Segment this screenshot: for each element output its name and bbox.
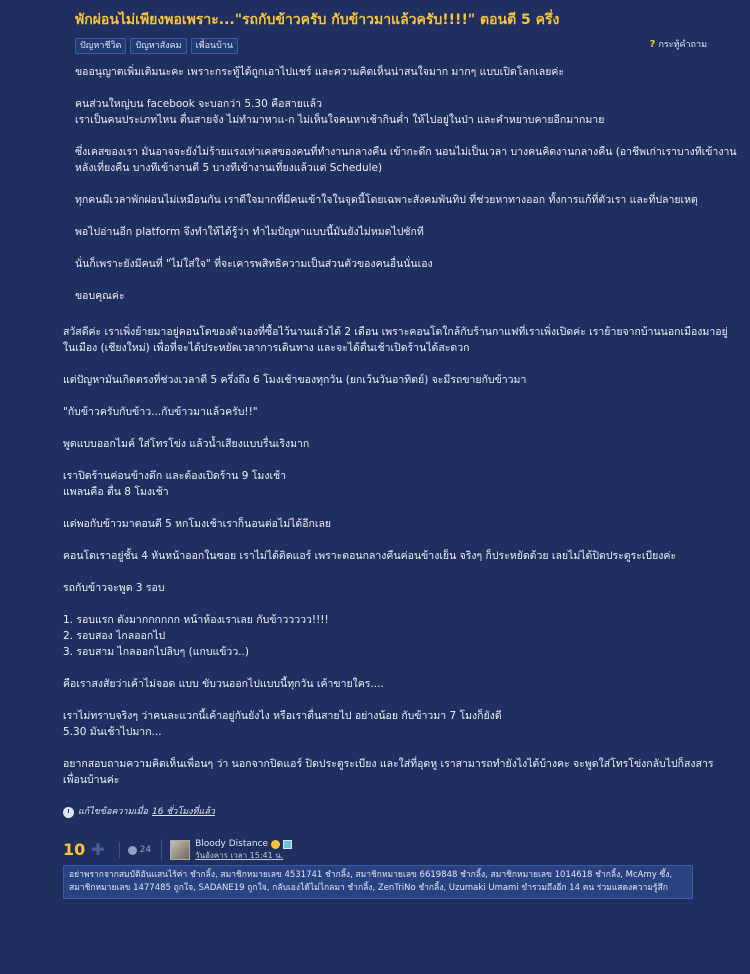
text-line: พอไปอ่านอีก platform จึงทำให้ได้รู้ว่า ทำไมปัญหาแบบนี้มันยังไม่หมดไปซักที [75, 226, 424, 238]
text-line: แต่พอกับข้าวมาตอนตี 5 หกโมงเช้าเราก็นอนต่อไม่ได้อีกเลย [63, 518, 332, 530]
paragraph [63, 548, 698, 564]
avatar[interactable] [170, 840, 190, 860]
paragraph [63, 468, 698, 500]
paragraph [75, 96, 698, 128]
text-line: รถกับข้าวจะพูด 3 รอบ [63, 582, 165, 594]
topic-title: พักผ่อนไม่เพียงพอเพราะ..."รถกับข้าวครับ กับข้าวมาแล้วครับ!!!!" ตอนตี 5 ครึ่ง [75, 12, 560, 28]
tag-list [75, 38, 698, 54]
text-line: คือเราสงสัยว่าเค้าไม่จอด แบบ ขับวนออกไปแบบนี้ทุกวัน เค้าขายใคร.... [63, 678, 384, 690]
question-topic-label: กระทู้คำถาม [658, 40, 707, 50]
text-line: 2. รอบสอง ไกลออกไป [63, 630, 166, 642]
text-line: 3. รอบสาม ไกลออกไปลิบๆ (แกบแข้วว..) [63, 646, 249, 658]
text-line: ในเมือง (เชียงใหม่) เพื่อที่จะได้ประหยัดเวลาการเดินทาง และจะได้ตื่นเช้าเปิดร้านได้สะดวก [63, 342, 470, 354]
emoji-badge-icon [271, 840, 280, 849]
text-line: "กับข้าวครับกับข้าว...กับข้าวมาแล้วครับ!!" [63, 406, 258, 418]
tag-social-problem[interactable]: ปัญหาสังคม [130, 38, 186, 54]
clock-icon [63, 807, 74, 818]
text-line: อยากสอบถามความคิดเห็นเพื่อนๆ ว่า นอกจากปิดแอร์ ปิดประตูระเบียง และใส่ที่อุดหู เราสามารถทำยังไงได้บ้างคะ จะพูดใส่โทรโข่งกลับไปก็สงสาร [63, 758, 714, 770]
paragraph [75, 224, 698, 240]
text-line: ขออนุญาตเพิ่มเติมนะคะ เพราะกระทู้ได้ถูกเอาไปแชร์ และความคิดเห็นน่าสนใจมาก มากๆ แบบเปิดโลกเลยค่ะ [75, 66, 565, 78]
text-line: สวัสดีค่ะ เราเพิ่งย้ายมาอยู่คอนโดของตัวเองที่ซื้อไว้นานแล้วได้ 2 เดือน เพราะคอนโดใกล้กับร้านกาแฟที่เราเพิ่งเปิดค่ะ เราย้ายจากบ้านนอกเมืองมาอยู่ [63, 326, 728, 338]
question-icon: ? [649, 39, 656, 50]
paragraph [75, 192, 698, 208]
edit-time-link[interactable]: 16 ชั่วโมงที่แล้ว [151, 807, 215, 817]
author-block [161, 839, 292, 861]
author-info [195, 839, 292, 861]
text-line: คนส่วนใหญ่บน facebook จะบอกว่า 5.30 คือสายแล้ว [75, 98, 323, 110]
edit-prefix: แก้ไขข้อความเมื่อ [78, 807, 148, 817]
text-line: 1. รอบแรก ดังมากกกกกก หน้าห้องเราเลย กับข้าววววว!!!! [63, 614, 329, 626]
paragraph [63, 612, 698, 660]
topic-body [63, 324, 728, 788]
emotion-counter[interactable] [119, 842, 151, 858]
question-topic-note [650, 37, 707, 53]
text-line: พูดแบบออกไมค์ ใส่โทรโข่ง แล้วน้ำเสียงแบบรื่นเริงมาก [63, 438, 310, 450]
text-line: นั่นก็เพราะยังมีคนที่ "ไม่ใส่ใจ" ที่จะเคารพสิทธิความเป็นส่วนตัวของคนอื่นนั่นเอง [75, 258, 433, 270]
text-line: คอนโดเราอยู่ชั้น 4 หันหน้าออกในซอย เราไม่ได้ติดแอร์ เพราะตอนกลางคืนค่อนข้างเย็น จริงๆ ก็ประหยัดด้วย เลยไม่ได้ปิดประตูระเบียงค่ะ [63, 550, 677, 562]
paragraph [63, 372, 698, 388]
paragraph [63, 676, 698, 692]
paragraph [63, 436, 698, 452]
text-line: ทุกคนมีเวลาพักผ่อนไม่เหมือนกัน เราดีใจมากที่มีคนเข้าใจในจุดนี้โดยเฉพาะสังคมพันทิป ที่ช่วยหาทางออก ทั้งการแก้ที่ตัวเรา และที่ปลายเหตุ [75, 194, 698, 206]
vote-count: 10 [63, 840, 86, 859]
paragraph [63, 516, 698, 532]
emotion-face-icon [128, 846, 137, 855]
emotion-count: 24 [139, 845, 152, 855]
text-line: เราปิดร้านค่อนข้างดึก และต้องเปิดร้าน 9 โมงเช้า [63, 470, 287, 482]
paragraph [75, 64, 698, 80]
paragraph [75, 256, 698, 272]
author-name-row [195, 839, 292, 850]
edit-note [63, 804, 698, 820]
plus-vote-icon[interactable]: ✚ [91, 840, 105, 859]
paragraph [75, 144, 737, 176]
member-badge-icon [283, 840, 292, 849]
text-line: แพลนคือ ตื่น 8 โมงเช้า [63, 486, 169, 498]
paragraph [63, 756, 714, 788]
edit-addendum [75, 64, 737, 304]
text-line: เราเป็นคนประเภทไหน ตื่นสายจัง ไม่ทำมาหาแ-ก ไม่เห็นใจคนหาเช้ากินค่ำ ให้ไปอยู่ในป่า และคำหยาบคายอีกมากมาย [75, 114, 605, 126]
text-line: ขอบคุณค่ะ [75, 290, 125, 302]
tag-life-problem[interactable]: ปัญหาชีวิต [75, 38, 126, 54]
text-line: เพื่อนบ้านค่ะ [63, 774, 120, 786]
text-line: 5.30 มันเช้าไปมาก... [63, 726, 162, 738]
paragraph [63, 708, 698, 740]
tag-neighbor[interactable]: เพื่อนบ้าน [191, 38, 239, 54]
text-line: แต่ปัญหามันเกิดตรงที่ช่วงเวลาตี 5 ครึ่งถึง 6 โมงเช้าของทุกวัน (ยกเว้นวันอาทิตย์) จะมีรถขายกับข้าวมา [63, 374, 527, 386]
post-time[interactable]: วันอังคาร เวลา 15:41 น. [195, 851, 284, 860]
paragraph [75, 288, 698, 304]
author-name[interactable]: Bloody Distance [195, 839, 269, 849]
text-line: เราไม่ทราบจริงๆ ว่าคนละแวกนี้เค้าอยู่กันยังไง หรือเราตื่นสายไป อย่างน้อย กับข้าวมา 7 โมงก็ยังดี [63, 710, 502, 722]
paragraph [63, 324, 728, 356]
paragraph [63, 404, 698, 420]
vote-score [63, 842, 105, 858]
paragraph [63, 580, 698, 596]
reactions-box: อย่าพรากจากสมบัติอันแสนไร้ค่า ชำกลิ้ง, สมาชิกหมายเลข 4531741 ชำกลิ้ง, สมาชิกหมายเลข 6619848 ชำกลิ้ง, สมาชิกหมายเลข 1014618 ชำกลิ้ง, McAmy ซึ้ง, สมาชิกหมายเลข 1477485 ถูกใจ, SADANE19 ถูกใจ, กลับเองได้ไม่ไกลมา ชำกลิ้ง, ZenTriNo ชำกลิ้ง, Uzumaki Umami ขำรวมถึงอีก 14 คน ร่วมแสดงความรู้สึก [63, 865, 693, 899]
text-line: ซึ่งเคสของเรา มันอาจจะยังไม่ร้ายแรงเท่าเคสของคนที่ทำงานกลางคืน เข้ากะดึก นอนไม่เป็นเวลา บางคนคิดงานกลางคืน (อาชีพเก่าเราบางทีเข้างาน [75, 146, 737, 158]
post-footer [63, 839, 698, 861]
text-line: หลังเที่ยงคืน บางทีเข้างานตี 5 บางทีเข้างานเที่ยงแล้วแต่ Schedule) [75, 162, 383, 174]
